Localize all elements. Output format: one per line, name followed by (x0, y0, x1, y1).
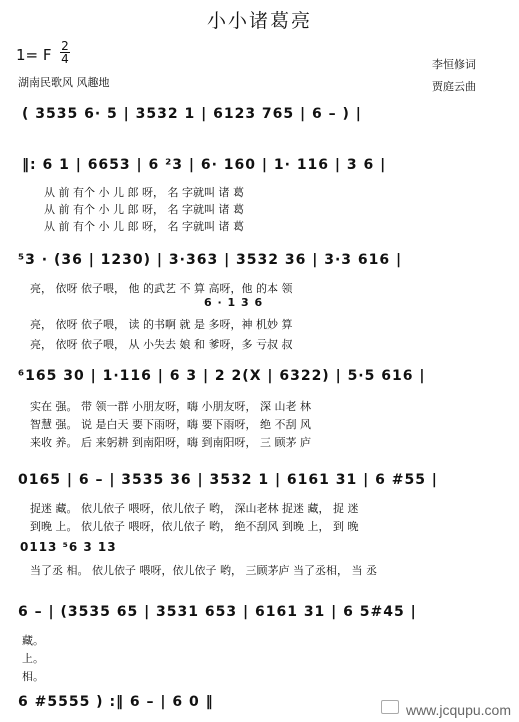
score-line-5: 0165 | 6 – | 3535 36 | 3532 1 | 6161 31 | 6 #55 | (18, 472, 438, 488)
performance-style: 湖南民歌风 风趣地 (18, 76, 110, 89)
lyric-line: 实在 强。 带 领一群 小朋友呀，嗨 小朋友呀， 深 山老 林 (30, 400, 311, 413)
score-line-2: ‖: 6 1 | 6653 | 6 ²3 | 6· 160 | 1· 116 | 3 6 | (22, 157, 387, 173)
lyric-line: 捉迷 藏。 依儿依子 喂呀，依儿依子 哟， 深山老林 捉迷 藏， 捉 迷 (30, 502, 359, 515)
variant-notes: 6 · 1 3 6 (204, 296, 264, 309)
lyric-line: 从 前 有个 小 儿 郎 呀， 名 字就叫 诸 葛 (44, 220, 244, 233)
lyric-line: 藏。 (22, 634, 44, 647)
lyric-line: 来收 养。 后 来躬耕 到南阳呀，嗨 到南阳呀， 三 顾茅 庐 (30, 436, 311, 449)
score-line-3: ⁵3 · (36 | 1230) | 3·363 | 3532 36 | 3·3 616 | (18, 252, 403, 268)
score-line-7: 6 #5555 ) :‖ 6 – | 6 0 ‖ (18, 694, 214, 710)
lyric-line: 相。 (22, 670, 44, 683)
page-title: 小小诸葛亮 (206, 10, 312, 32)
lyric-line: 亮， 依呀 依子喂， 他 的武艺 不 算 高呀，他 的本 领 (30, 282, 293, 295)
lyric-line: 亮， 依呀 依子喂， 从 小失去 娘 和 爹呀，多 亏叔 叔 (30, 338, 293, 351)
lyric-line: 智慧 强。 说 是白天 要下雨呀，嗨 要下雨呀， 绝 不刮 风 (30, 418, 311, 431)
lyric-line: 从 前 有个 小 儿 郎 呀， 名 字就叫 诸 葛 (44, 186, 244, 199)
lyricist-credit: 李恒修词 (432, 58, 476, 71)
lyric-line: 上。 (22, 652, 44, 665)
watermark: www.jcqupu.com (405, 702, 511, 718)
score-variant: 0113 ⁵6 3 13 (20, 540, 117, 554)
score-line-4: ⁶165 30 | 1·116 | 6 3 | 2 2(X | 6322) | 5·5 616 | (18, 368, 426, 384)
lyric-line: 当了丞 相。 依儿依子 喂呀，依儿依子 哟， 三顾茅庐 当了丞相， 当 丞 (30, 564, 377, 577)
score-line-6: 6 – | (3535 65 | 3531 653 | 6161 31 | 6 5#45 | (18, 604, 417, 620)
lyric-line: 从 前 有个 小 儿 郎 呀， 名 字就叫 诸 葛 (44, 203, 244, 216)
watermark-icon (381, 700, 399, 714)
composer-credit: 贾庭云曲 (432, 80, 476, 93)
key-signature: 1= F (16, 46, 52, 64)
lyric-line: 到晚 上。 依儿依子 喂呀，依儿依子 哟， 绝不刮风 到晚 上， 到 晚 (30, 520, 359, 533)
lyric-line: 亮， 依呀 依子喂， 读 的书啊 就 是 多呀，神 机妙 算 (30, 318, 293, 331)
score-line-1: ( 3535 6· 5 | 3532 1 | 6123 765 | 6 – ) | (22, 106, 362, 122)
time-signature: $\frac{2}{4}$ (61, 39, 69, 66)
